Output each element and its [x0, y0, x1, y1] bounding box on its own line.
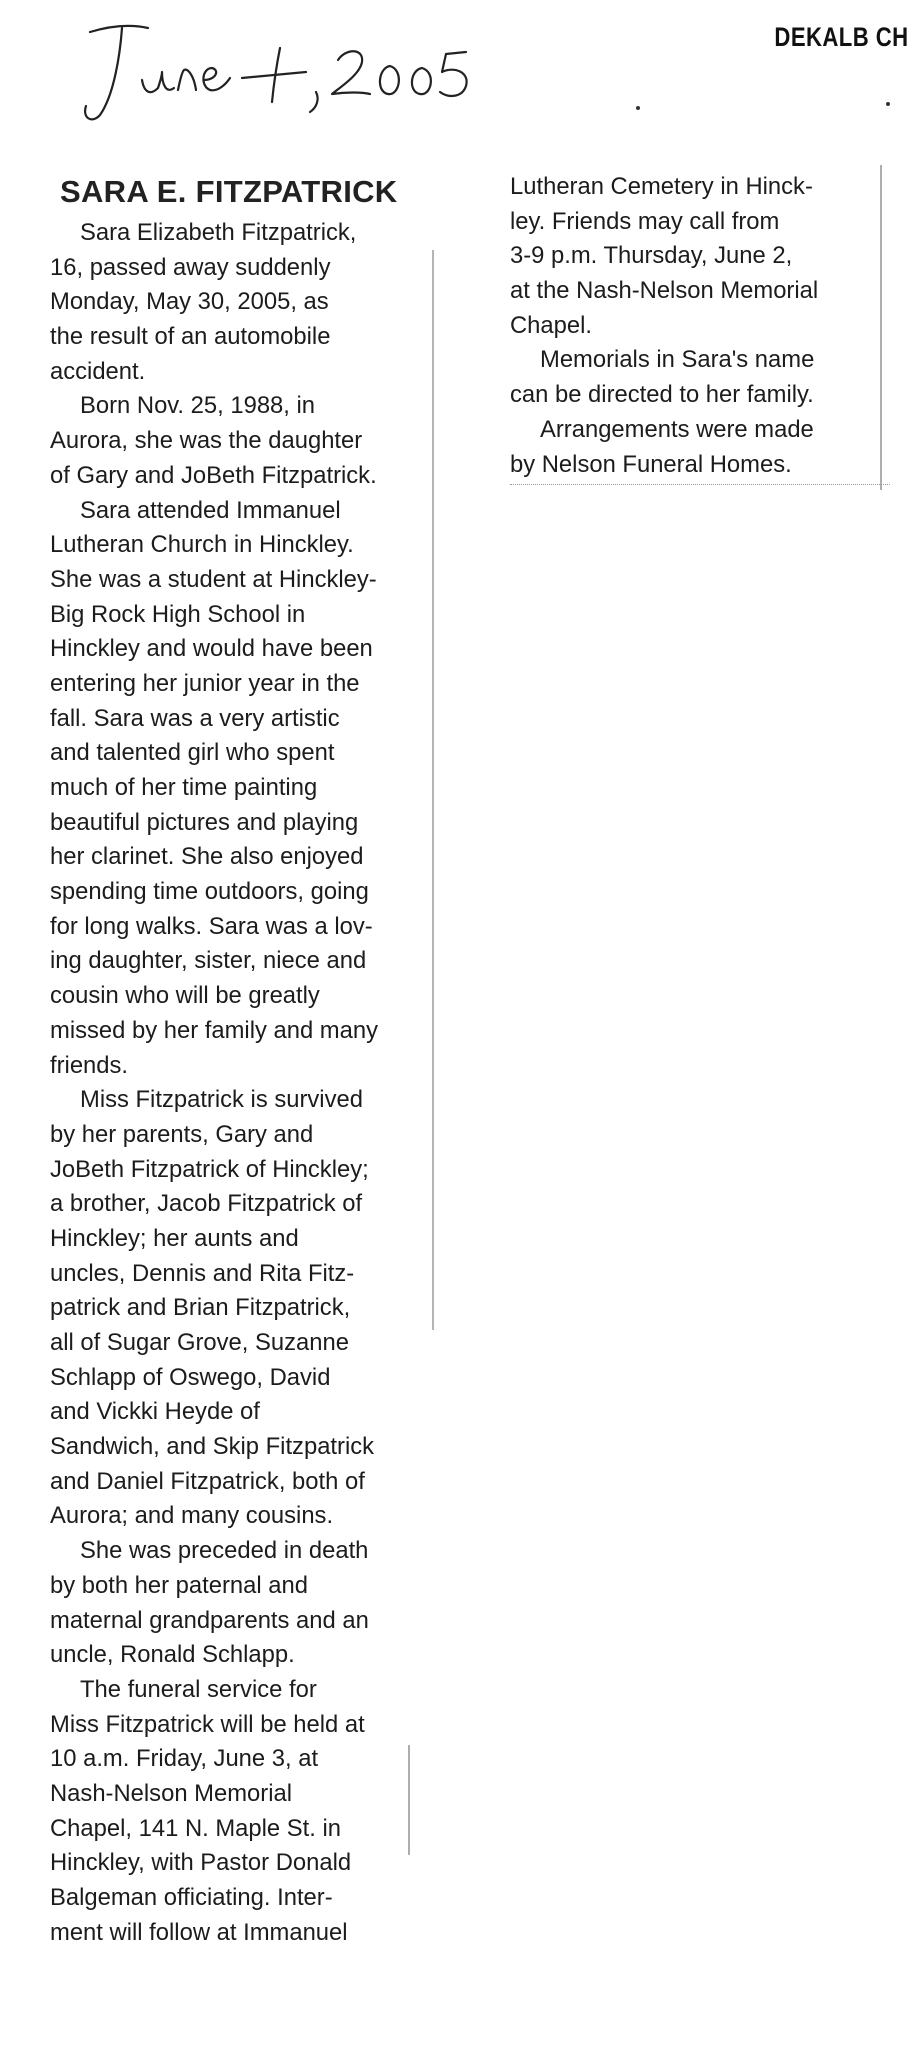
- obituary-right-column: [510, 170, 890, 482]
- obituary-text-line: 16, passed away suddenly: [50, 253, 331, 281]
- obituary-left-column: [50, 174, 430, 1950]
- obituary-text-line: Lutheran Church in Hinckley.: [50, 531, 354, 559]
- obituary-text-line: entering her junior year in the: [50, 669, 360, 697]
- obituary-headline: SARA E. FITZPATRICK: [60, 174, 398, 209]
- obituary-text-line: maternal grandparents and an: [50, 1606, 369, 1634]
- obituary-text-line: Hinckley and would have been: [50, 635, 373, 663]
- obituary-text-line: beautiful pictures and playing: [50, 808, 359, 836]
- obituary-text-line: spending time outdoors, going: [50, 878, 369, 906]
- obituary-text-line: much of her time painting: [50, 774, 318, 801]
- obituary-text-line: Sandwich, and Skip Fitzpatrick: [50, 1433, 375, 1461]
- obituary-text-line: patrick and Brian Fitzpatrick,: [50, 1294, 351, 1322]
- obituary-text-line: Born Nov. 25, 1988, in: [80, 392, 316, 420]
- clipping-edge: [510, 484, 890, 488]
- obituary-text-line: uncles, Dennis and Rita Fitz-: [50, 1259, 355, 1287]
- obituary-text-line: for long walks. Sara was a lov-: [50, 912, 373, 940]
- obituary-text-line: ing daughter, sister, niece and: [50, 947, 367, 975]
- obituary-text-line: Hinckley, with Pastor Donald: [50, 1849, 352, 1877]
- obituary-text-line: accident.: [50, 357, 146, 385]
- obituary-text-line: Sara Elizabeth Fitzpatrick,: [80, 219, 357, 246]
- obituary-text-line: at the Nash-Nelson Memorial: [510, 277, 819, 305]
- obituary-text-line: Hinckley; her aunts and: [50, 1224, 299, 1252]
- obituary-text-line: 10 a.m. Friday, June 3, at: [50, 1745, 319, 1773]
- obituary-text-line: The funeral service for: [80, 1675, 317, 1703]
- obituary-text-line: of Gary and JoBeth Fitzpatrick.: [50, 461, 377, 489]
- obituary-text-line: Chapel, 141 N. Maple St. in: [50, 1814, 342, 1842]
- obituary-text-line: Arrangements were made: [540, 415, 814, 443]
- obituary-text-line: a brother, Jacob Fitzpatrick of: [50, 1190, 363, 1218]
- masthead-fragment: DEKALB CH: [773, 22, 908, 52]
- obituary-text-line: ment will follow at Immanuel: [50, 1918, 348, 1946]
- right-column-text: [510, 170, 890, 482]
- obituary-text-line: the result of an automobile: [50, 323, 331, 351]
- obituary-text-line: Balgeman officiating. Inter-: [50, 1884, 333, 1911]
- obituary-text-line: Miss Fitzpatrick is survived: [80, 1086, 363, 1114]
- obituary-text-line: ley. Friends may call from: [510, 207, 780, 235]
- obituary-text-line: She was preceded in death: [80, 1537, 369, 1565]
- obituary-text-line: by Nelson Funeral Homes.: [510, 450, 792, 478]
- obituary-text-line: Big Rock High School in: [50, 600, 306, 628]
- obituary-text-line: Aurora, she was the daughter: [50, 427, 363, 455]
- left-column-text: [50, 216, 430, 1950]
- obituary-text-line: Aurora; and many cousins.: [50, 1502, 334, 1530]
- handwritten-date: [70, 10, 490, 130]
- obituary-text-line: Memorials in Sara's name: [540, 346, 815, 374]
- scan-speck: [886, 102, 890, 106]
- obituary-text-line: Lutheran Cemetery in Hinck-: [510, 173, 813, 200]
- obituary-text-line: 3-9 p.m. Thursday, June 2,: [510, 242, 793, 270]
- obituary-text-line: JoBeth Fitzpatrick of Hinckley;: [50, 1155, 369, 1183]
- obituary-text-line: Monday, May 30, 2005, as: [50, 288, 329, 316]
- column-rule: [432, 250, 434, 1330]
- obituary-text-line: her clarinet. She also enjoyed: [50, 843, 364, 871]
- scan-speck: [636, 106, 640, 110]
- obituary-text-line: and Daniel Fitzpatrick, both of: [50, 1467, 365, 1495]
- obituary-text-line: by her parents, Gary and: [50, 1120, 314, 1148]
- obituary-text-line: She was a student at Hinckley-: [50, 565, 377, 593]
- obituary-text-line: and Vickki Heyde of: [50, 1398, 260, 1426]
- obituary-text-line: friends.: [50, 1051, 129, 1079]
- obituary-text-line: all of Sugar Grove, Suzanne: [50, 1329, 349, 1356]
- obituary-text-line: and talented girl who spent: [50, 739, 335, 767]
- obituary-text-line: missed by her family and many: [50, 1016, 378, 1044]
- obituary-text-line: fall. Sara was a very artistic: [50, 704, 340, 732]
- obituary-text-line: Nash-Nelson Memorial: [50, 1779, 293, 1807]
- obituary-text-line: Schlapp of Oswego, David: [50, 1363, 331, 1391]
- obituary-text-line: Chapel.: [510, 311, 593, 339]
- obituary-text-line: by both her paternal and: [50, 1571, 308, 1599]
- obituary-text-line: Sara attended Immanuel: [80, 496, 341, 524]
- obituary-text-line: can be directed to her family.: [510, 381, 814, 409]
- obituary-text-line: Miss Fitzpatrick will be held at: [50, 1710, 365, 1738]
- obituary-text-line: uncle, Ronald Schlapp.: [50, 1641, 295, 1669]
- obituary-text-line: cousin who will be greatly: [50, 982, 320, 1010]
